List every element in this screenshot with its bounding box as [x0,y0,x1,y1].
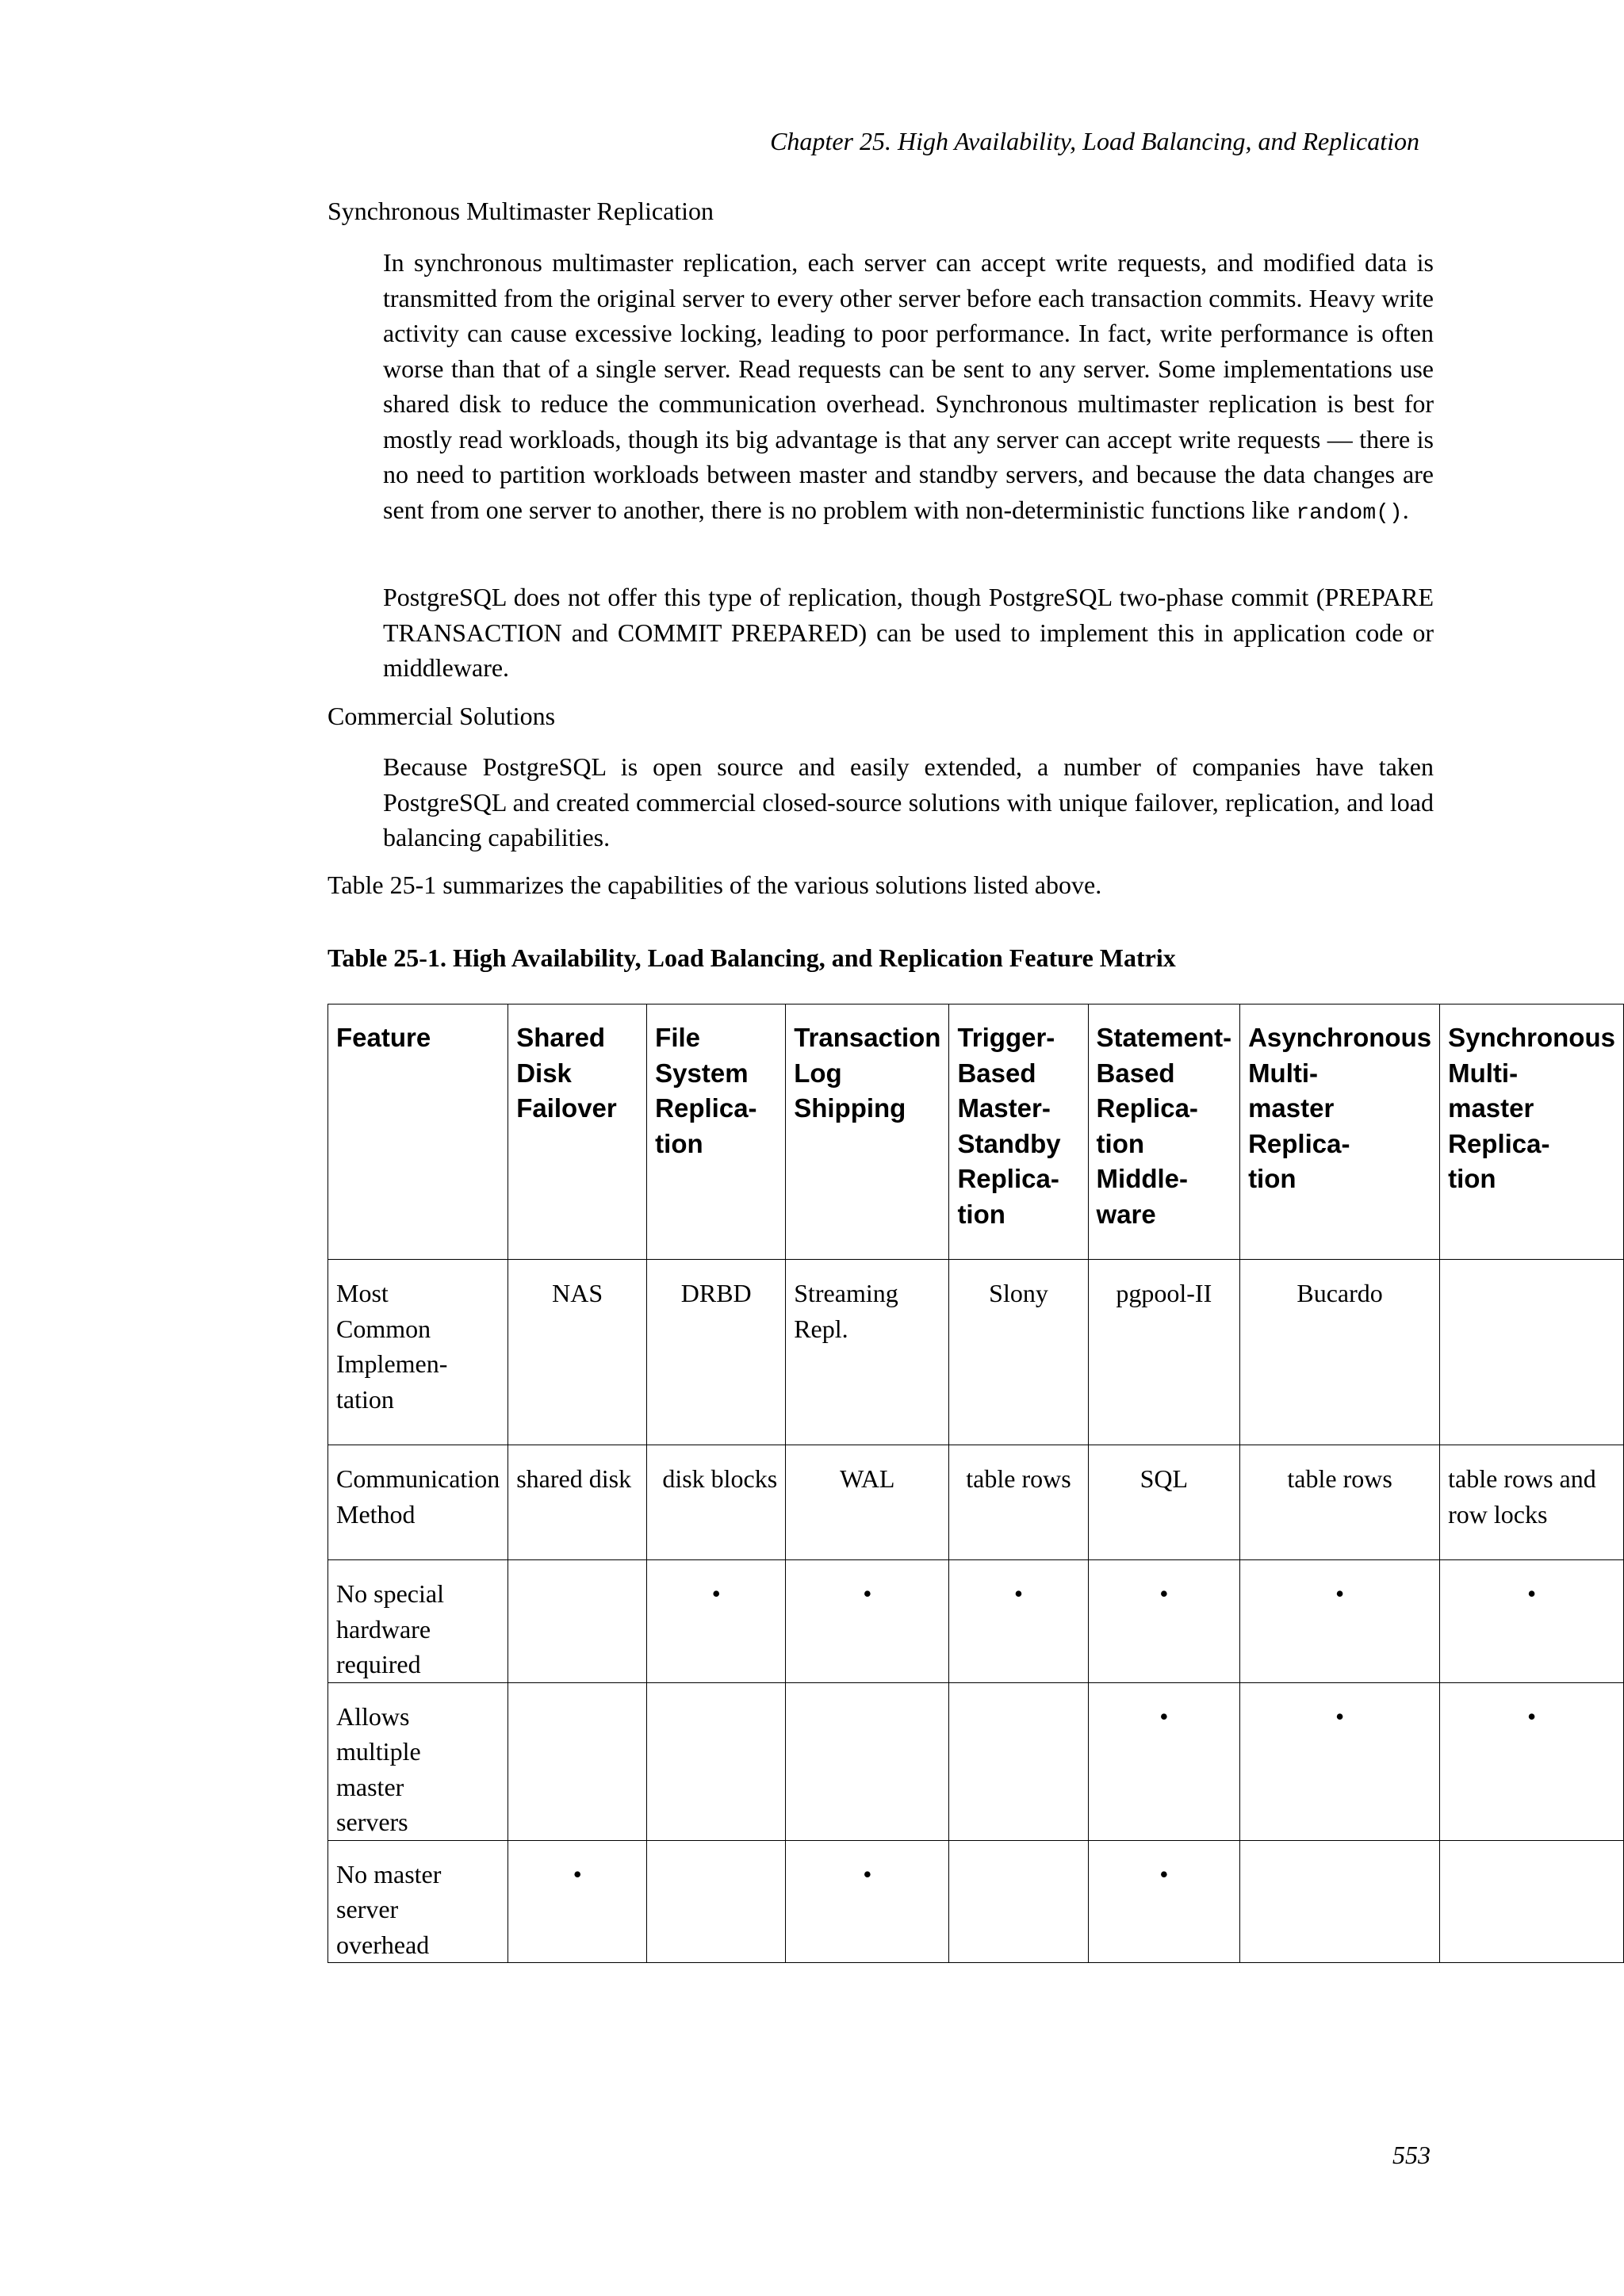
paragraph-commercial: Because PostgreSQL is open source and easily extended, a number of companies have taken PostgreSQL and created commercial closed-source solutions with unique failover, replication, and load balancing capabilities. [383,752,1434,851]
header-sync-multimaster: Synchronous Multi- master Replica- tion [1440,1004,1624,1260]
table-cell [949,1682,1088,1840]
row-label: No special hardware required [328,1560,508,1683]
table-cell: shared disk [508,1445,647,1560]
table-row [328,1260,1624,1445]
table-cell: • [1240,1560,1440,1683]
table-cell: • [786,1840,949,1963]
table-cell [508,1560,647,1683]
row-label: Communication Method [328,1445,508,1560]
table-cell: DRBD [647,1260,786,1445]
table-cell: pgpool-II [1088,1260,1240,1445]
table-cell: • [949,1560,1088,1683]
row-label: No master server overhead [328,1840,508,1963]
header-async-multimaster: Asynchronous Multi- master Replica- tion [1240,1004,1440,1260]
table-cell: • [1440,1682,1624,1840]
table-header-row [328,1004,1624,1260]
table-cell: • [1088,1560,1240,1683]
paragraph-sync-end: . [1402,495,1409,524]
table-cell [949,1840,1088,1963]
table-cell: • [647,1560,786,1683]
paragraph-postgresql-two-phase: PostgreSQL does not offer this type of replication, though PostgreSQL two-phase commit (PREPARE TRANSACTION and COMMIT PREPARED) can be used to implement this in application code or middleware. [383,583,1434,682]
table-cell: • [786,1560,949,1683]
table-cell [1440,1260,1624,1445]
header-trigger-based-replication: Trigger- Based Master- Standby Replica- tion [949,1004,1088,1260]
running-header: Chapter 25. High Availability, Load Balancing, and Replication [770,127,1419,155]
table-cell: WAL [786,1445,949,1560]
page-number: 553 [1392,2141,1431,2169]
table-cell: disk blocks [647,1445,786,1560]
table-cell: • [1240,1682,1440,1840]
table-cell [786,1682,949,1840]
table-cell: Streaming Repl. [786,1260,949,1445]
table-cell: NAS [508,1260,647,1445]
table-cell [508,1682,647,1840]
paragraph-sync-description [383,245,1434,531]
table-cell [1240,1840,1440,1963]
header-transaction-log-shipping: Transaction Log Shipping [786,1004,949,1260]
paragraph-sync-text: In synchronous multimaster replication, each server can accept write requests, and modified data is transmitted from the original server to every other server before each transaction commits. Heavy write activity can cause excessive locking, leading to poor performance. In fact, write performance is often worse than that of a single server. Read requests can be sent to any server. Some implementations use shared disk to reduce the communication overhead. Synchronous multimaster replication is best for mostly read workloads, though its big advantage is that any server can accept write requests — there is no need to partition workloads between master and standby servers, and because the data changes are sent from one server to another, there is no problem with non-deterministic functions like [383,248,1434,524]
table-row [328,1445,1624,1560]
table-cell: Bucardo [1240,1260,1440,1445]
row-label: Allows multiple master servers [328,1682,508,1840]
paragraph-summary: Table 25-1 summarizes the capabilities of the various solutions listed above. [327,871,1102,899]
header-file-system-replication: File System Replica- tion [647,1004,786,1260]
feature-matrix-table [327,1004,1624,1963]
header-feature: Feature [328,1004,508,1260]
term-synchronous-multimaster: Synchronous Multimaster Replication [327,197,714,225]
table-cell [647,1682,786,1840]
header-shared-disk-failover: Shared Disk Failover [508,1004,647,1260]
table-cell [1440,1840,1624,1963]
table-cell: table rows [949,1445,1088,1560]
table-cell: • [1440,1560,1624,1683]
table-cell [647,1840,786,1963]
table-row [328,1560,1624,1683]
table-cell: table rows [1240,1445,1440,1560]
inline-code-random: random() [1296,500,1403,526]
table-cell: SQL [1088,1445,1240,1560]
table-row [328,1682,1624,1840]
term-commercial-solutions: Commercial Solutions [327,702,556,730]
table-cell: table rows and row locks [1440,1445,1624,1560]
row-label: Most Common Implemen- tation [328,1260,508,1445]
table-cell: Slony [949,1260,1088,1445]
table-cell: • [1088,1840,1240,1963]
header-statement-based-middleware: Statement- Based Replica- tion Middle- ware [1088,1004,1240,1260]
table-row [328,1840,1624,1963]
table-cell: • [1088,1682,1240,1840]
table-title: Table 25-1. High Availability, Load Balancing, and Replication Feature Matrix [327,943,1176,972]
table-cell: • [508,1840,647,1963]
